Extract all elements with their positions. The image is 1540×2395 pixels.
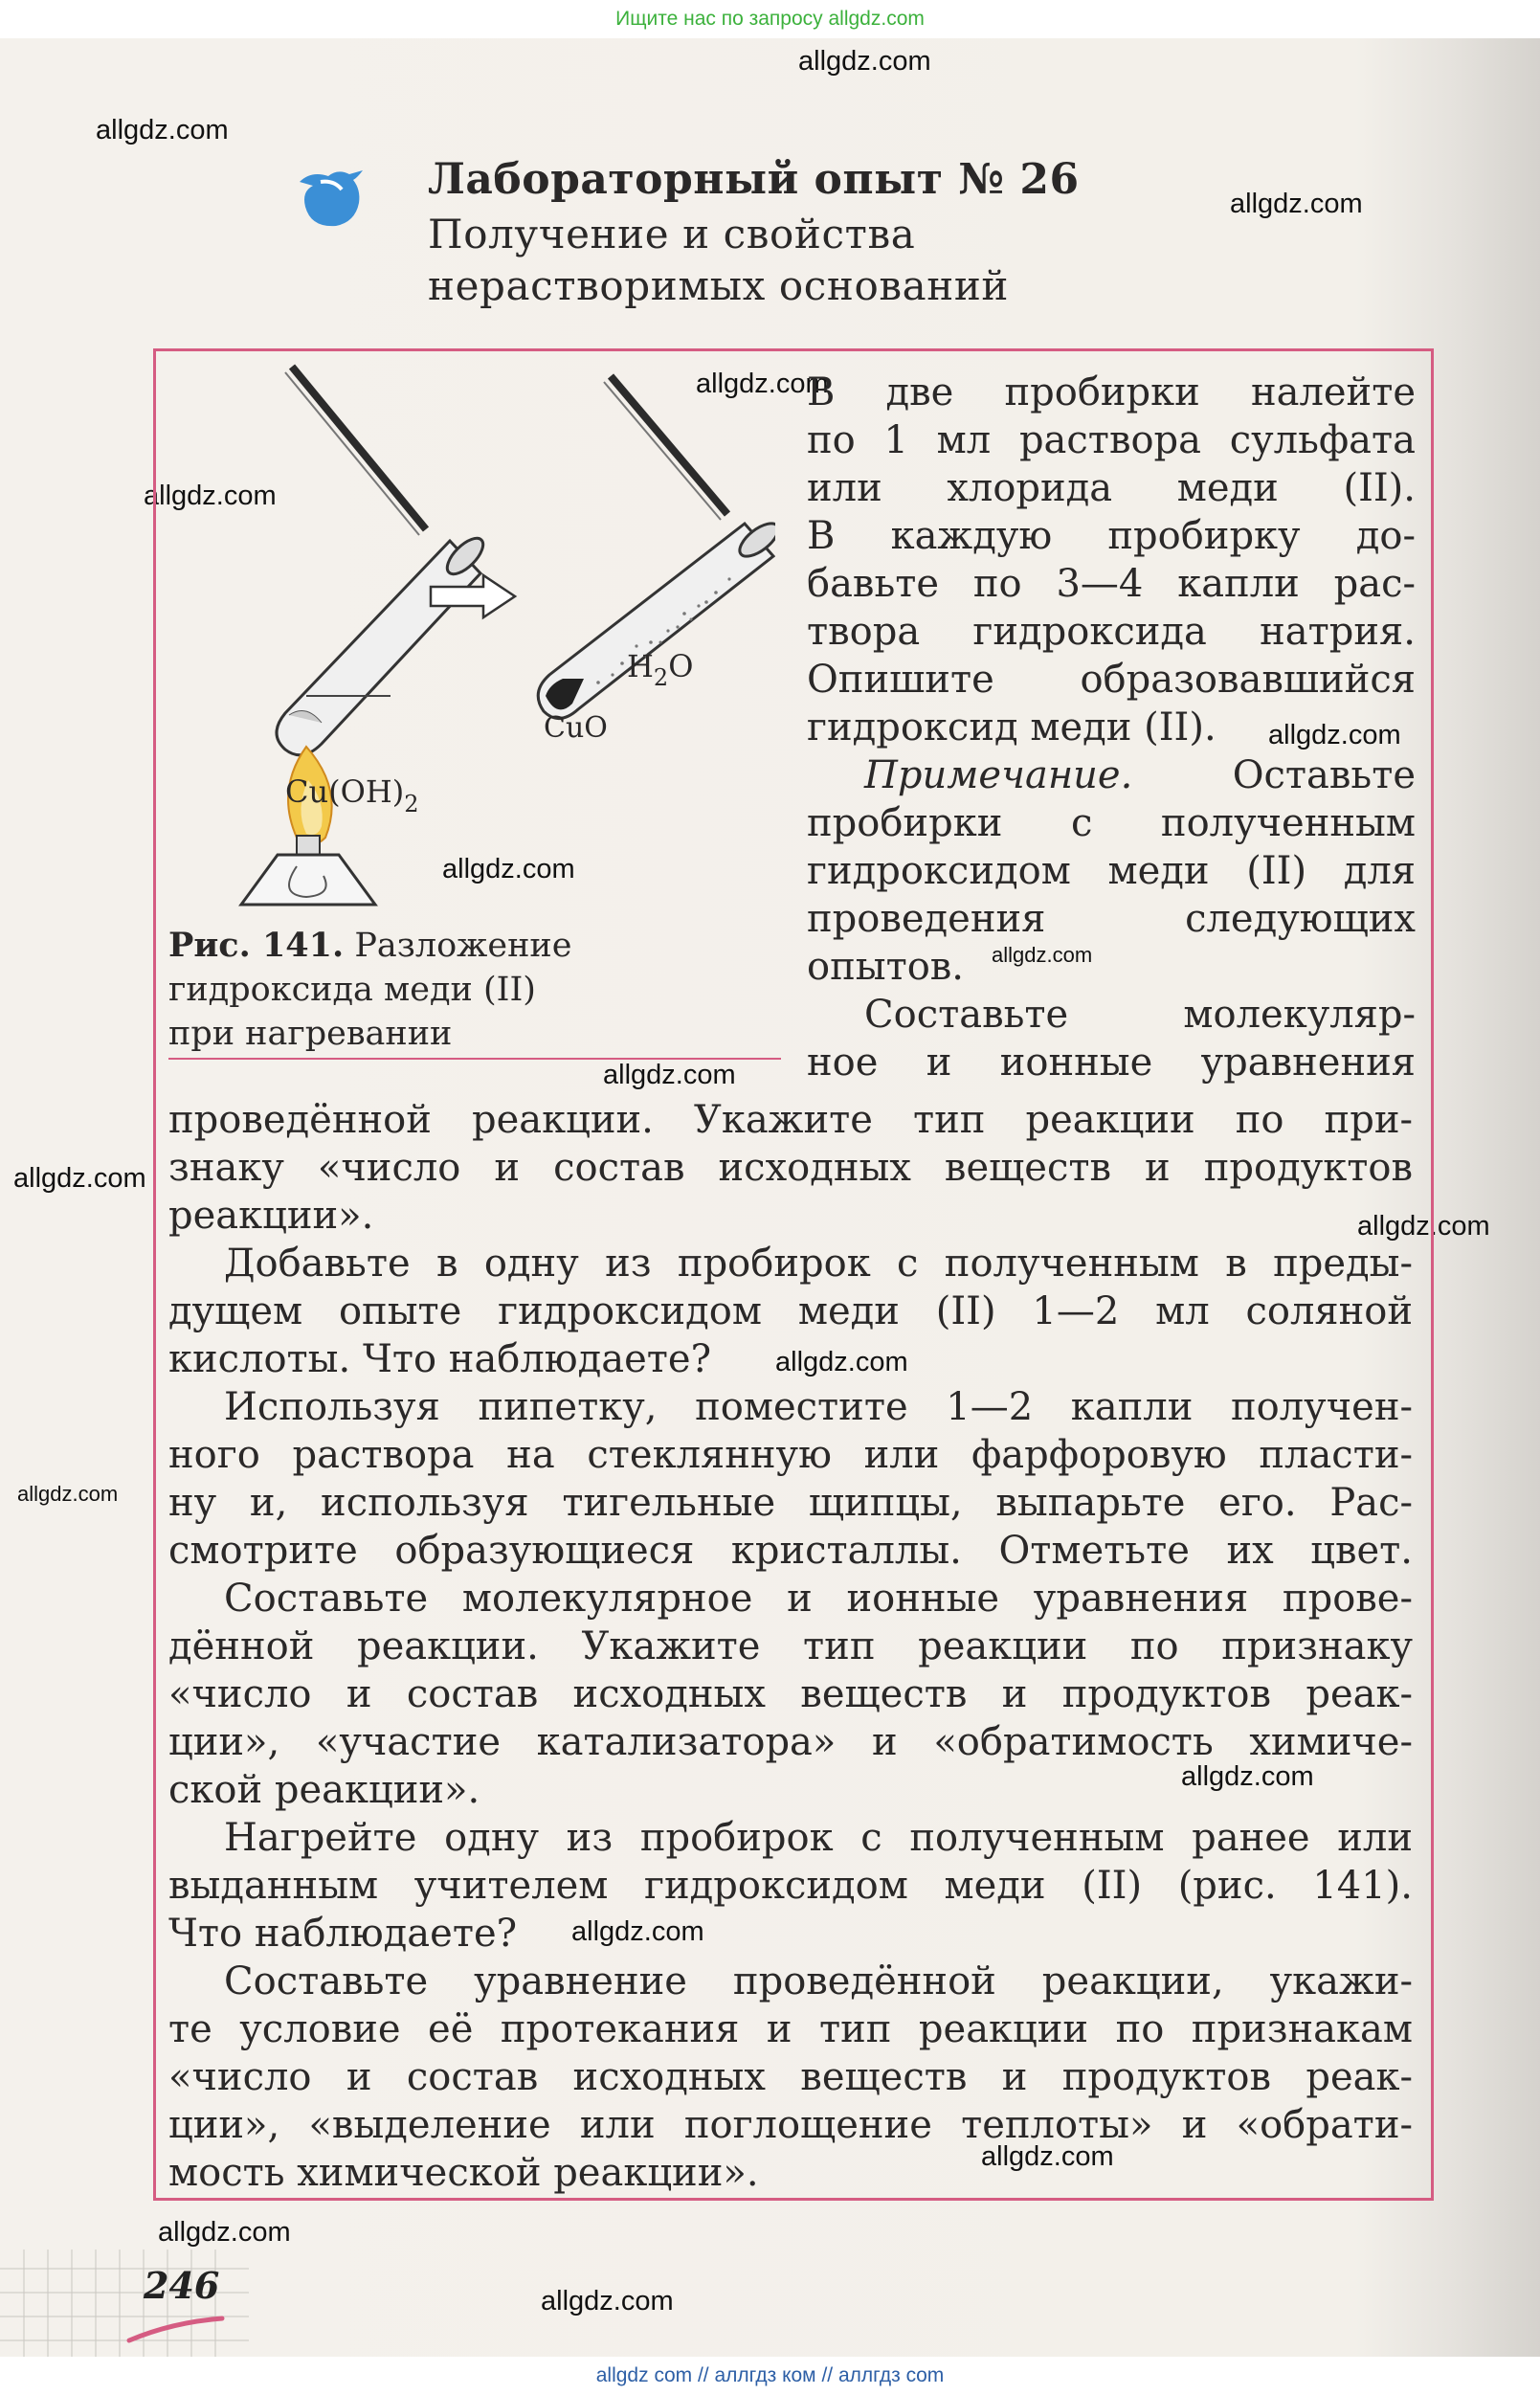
watermark: allgdz.com [571, 1916, 704, 1947]
text-line: бавьте по 3—4 капли рас- [807, 562, 1416, 606]
label-copper-oxide: CuO [544, 711, 608, 745]
label-water [627, 648, 693, 691]
watermark: allgdz.com [1268, 720, 1401, 750]
text-line: знаку «число и состав исходных веществ и продуктов [168, 1146, 1413, 1190]
text-line: Нагрейте одну из пробирок с полученным ранее или [224, 1816, 1413, 1860]
spirit-lamp [241, 836, 375, 905]
watermark: allgdz.com [603, 1060, 736, 1090]
text-line: Составьте уравнение проведённой реакции, укажи- [224, 1959, 1413, 2003]
text-line: пробирки с полученным [807, 801, 1416, 845]
experiment-subtitle [428, 209, 1009, 312]
text-line: В две пробирки налейте [807, 370, 1416, 414]
caption-number: Рис. 141. [168, 926, 345, 965]
text-line: по 1 мл раствора сульфата [807, 418, 1416, 462]
text-line: дущем опыте гидроксидом меди (II) 1—2 мл соляной [168, 1289, 1413, 1333]
text-line: или хлорида меди (II). [807, 466, 1416, 510]
text-line: опытов. [807, 945, 965, 989]
watermark: allgdz.com [541, 2286, 674, 2317]
text-line: ну и, используя тигельные щипцы, выпарьте его. Рас- [168, 1481, 1413, 1525]
watermark: allgdz.com [17, 1482, 119, 1506]
text-line: гидроксидом меди (II) для [807, 849, 1416, 893]
text-line: ного раствора на стеклянную или фарфоровую пласти- [168, 1433, 1413, 1477]
text-line: Что наблюдаете? [168, 1912, 518, 1956]
text-line: «число и состав исходных веществ и продуктов реак- [168, 2055, 1413, 2099]
text-line: ции», «выделение или поглощение теплоты» и «обрати- [168, 2103, 1413, 2147]
text-line: проведённой реакции. Укажите тип реакции по при- [168, 1098, 1413, 1142]
text-line: Добавьте в одну из пробирок с полученным в преды- [224, 1242, 1413, 1286]
lab-experiment-icon [292, 161, 368, 237]
site-banner-top[interactable]: Ищите нас по запросу allgdz.com [0, 0, 1540, 38]
text-line: В каждую пробирку до- [807, 514, 1416, 558]
text-line: «число и состав исходных веществ и продуктов реак- [168, 1672, 1413, 1716]
experiment-title: Лабораторный опыт № 26 [428, 155, 1080, 204]
text-line: ное и ионные уравнения [807, 1041, 1416, 1085]
note-text: Оставьте [1232, 753, 1416, 797]
text-line: смотрите образующиеся кристаллы. Отметьте их цвет. [168, 1529, 1413, 1573]
subtitle-line: нерастворимых оснований [428, 262, 1010, 309]
tube-holder-rod [292, 367, 426, 529]
watermark: allgdz.com [798, 46, 931, 77]
text-line: Составьте молекуляр- [864, 993, 1416, 1037]
label-cuoh2-main: Cu(OH) [285, 773, 405, 810]
watermark: allgdz.com [992, 943, 1093, 967]
text-line: Составьте молекулярное и ионные уравнения прове- [224, 1577, 1413, 1621]
text-line: кислоты. Что наблюдаете? [168, 1337, 712, 1381]
text-line: ской реакции». [168, 1768, 480, 1812]
label-h2o-sub: 2 [653, 664, 669, 691]
caption-line-1 [168, 924, 781, 968]
text-line: те условие её протекания и тип реакции по признакам [168, 2007, 1413, 2051]
text-line: проведения следующих [807, 897, 1416, 941]
caption-divider [168, 1058, 781, 1060]
text-line: мость химической реакции». [168, 2151, 759, 2195]
caption-line-2: гидроксида меди (II) [168, 971, 536, 1009]
test-tube-left [277, 532, 489, 755]
label-h2o-o: O [668, 648, 694, 684]
text-line: дённой реакции. Укажите тип реакции по признаку [168, 1624, 1413, 1668]
watermark: allgdz.com [775, 1347, 908, 1377]
watermark: allgdz.com [442, 854, 575, 884]
text-line: Используя пипетку, поместите 1—2 капли получен- [224, 1385, 1413, 1429]
watermark: allgdz.com [1230, 189, 1363, 219]
watermark: allgdz.com [96, 115, 229, 145]
text-line: Опишите образовавшийся [807, 658, 1416, 702]
caption-text: Разложение [354, 927, 572, 965]
watermark: allgdz.com [981, 2141, 1114, 2172]
watermark: allgdz.com [1181, 1761, 1314, 1792]
page-number: 246 [144, 2264, 220, 2307]
text-line: реакции». [168, 1194, 374, 1238]
site-banner-bottom[interactable]: allgdz com // аллгдз ком // аллгдз com [0, 2357, 1540, 2395]
watermark: allgdz.com [1357, 1211, 1490, 1242]
label-h2o-h: H [627, 648, 654, 684]
text-line: твора гидроксида натрия. [807, 610, 1416, 654]
label-cuoh2-sub: 2 [404, 791, 419, 817]
subtitle-line: Получение и свойства [428, 211, 916, 257]
watermark: allgdz.com [696, 369, 829, 399]
watermark: allgdz.com [158, 2217, 291, 2248]
text-line: выданным учителем гидроксидом меди (II) (рис. 141). [168, 1864, 1413, 1908]
caption-line-3: при нагревании [168, 1015, 453, 1053]
figure-caption [168, 924, 781, 1056]
note-line [807, 751, 1416, 799]
figure-141 [163, 359, 775, 914]
text-line: гидроксид меди (II). [807, 705, 1216, 750]
watermark: allgdz.com [144, 481, 277, 511]
watermark: allgdz.com [13, 1163, 146, 1194]
note-label: Примечание. [864, 753, 1133, 797]
text-line: ции», «участие катализатора» и «обратимость химиче- [168, 1720, 1413, 1764]
